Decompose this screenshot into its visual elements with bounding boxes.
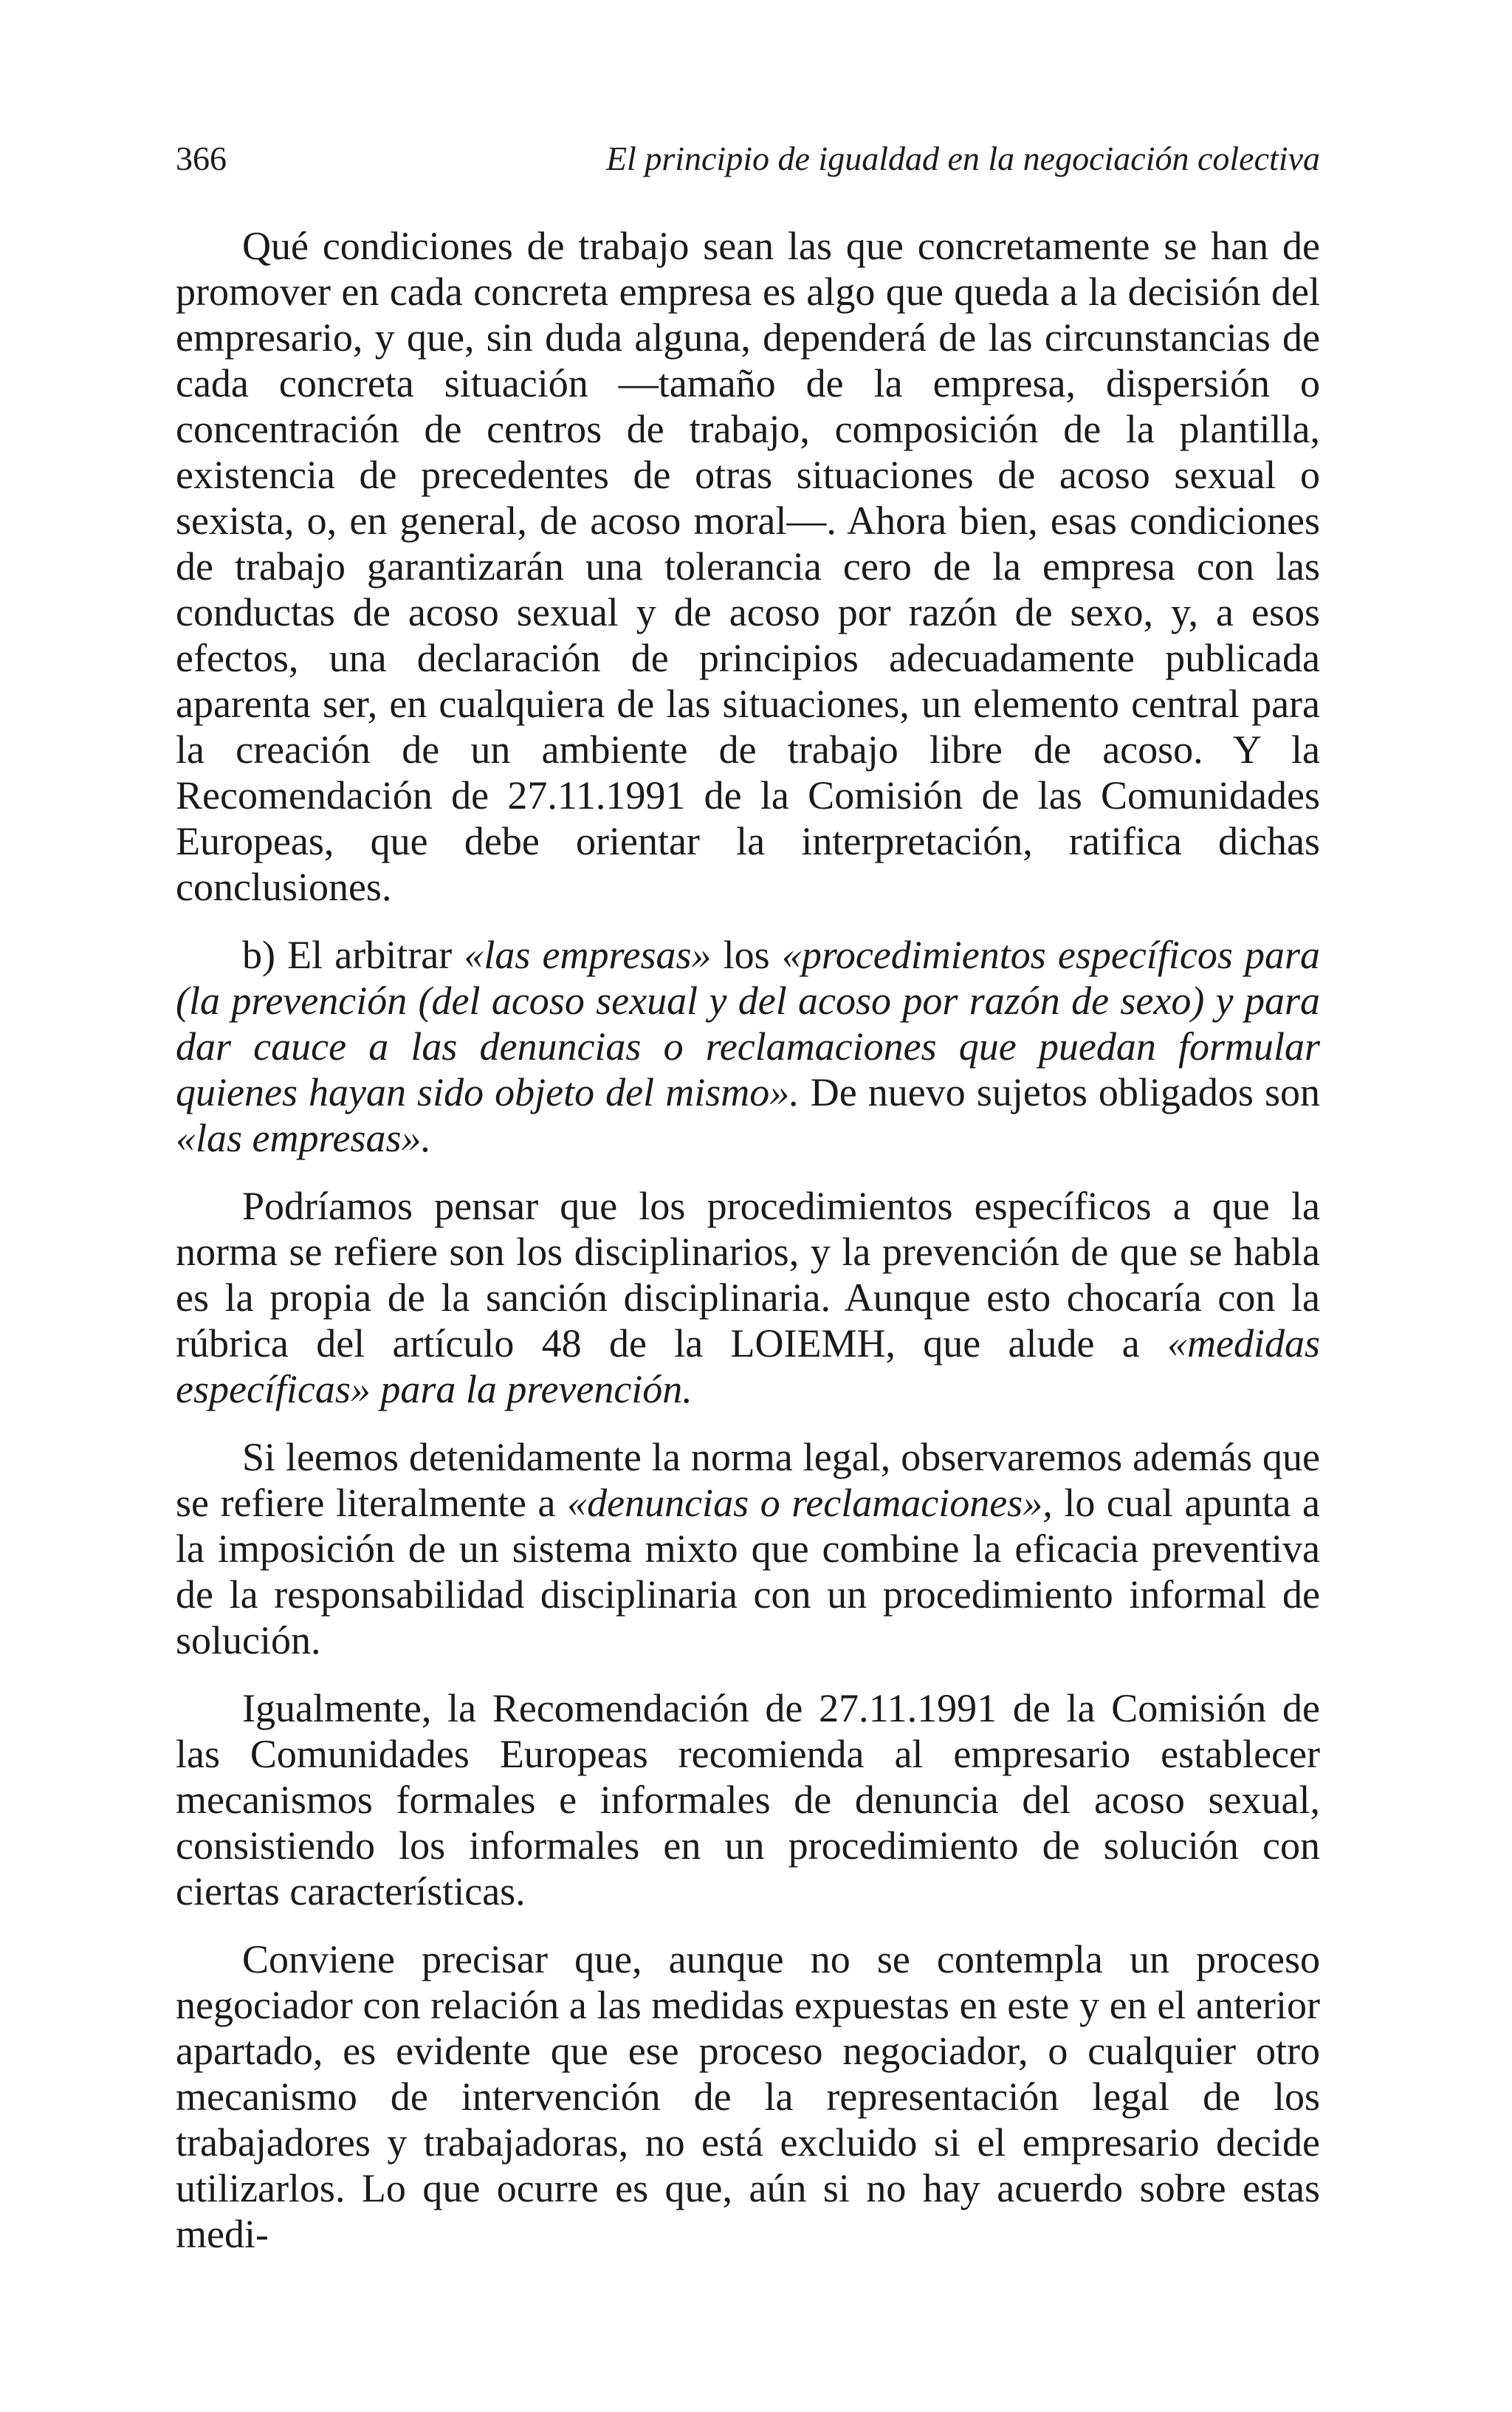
body-text	[176, 223, 1320, 2257]
running-title: El principio de igualdad en la negociación colectiva	[605, 140, 1320, 177]
page-number: 366	[176, 140, 227, 177]
paragraph-2	[176, 932, 1320, 1161]
paragraph-5	[176, 1685, 1320, 1914]
paragraph-5-text: Igualmente, la Recomendación de 27.11.1991 de la Comisión de las Comunidades Europeas recomienda al empresario establecer mecanismos formales e informales de denuncia del acoso sexual, consistiendo los informales en un procedimiento de solución con ciertas características.	[176, 1686, 1320, 1914]
paragraph-4-tail: lo cual apunta a la imposición de un sistema mixto que combine la eficacia preventiva de la responsabilidad disciplinaria con un procedimiento informal de solución.	[176, 1481, 1320, 1662]
paragraph-3-italic: «medidas específicas» para la prevención.	[176, 1321, 1320, 1411]
paragraph-4-lead: Si leemos detenidamente la norma legal, observaremos además que se refiere literalmente a	[176, 1435, 1320, 1525]
paragraph-3-text: Podríamos pensar que los procedimientos específicos a que la norma se refiere son los disciplinarios, y la prevención de que se habla es la propia de la sanción disciplinaria. Aunque esto chocaría con la rúbrica del artículo 48 de la LOIEMH, que alude a	[176, 1184, 1320, 1366]
paragraph-1-text: Qué condiciones de trabajo sean las que concretamente se han de promover en cada concreta empresa es algo que queda a la decisión del empresario, y que, sin duda alguna, dependerá de las circunstancias de cada concreta situación —tamaño de la empresa, dispersión o concentración de centros de trabajo, composición de la plantilla, existencia de precedentes de otras situaciones de acoso sexual o sexista, o, en general, de acoso moral—. Ahora bien, esas condiciones de trabajo garantizarán una tolerancia cero de la empresa con las conductas de acoso sexual y de acoso por razón de sexo, y, a esos efectos, una declaración de principios adecuadamente publicada aparenta ser, en cualquiera de las situaciones, un elemento central para la creación de un ambiente de trabajo libre de acoso. Y la Recomendación de 27.11.1991 de la Comisión de las Comunidades Europeas, que debe orientar la interpretación, ratifica dichas conclusiones.	[176, 224, 1320, 909]
paragraph-6-text: Conviene precisar que, aunque no se contempla un proceso negociador con relación a las medidas expuestas en este y en el anterior apartado, es evidente que ese proceso negociador, o cualquier otro mecanismo de intervención de la representación legal de los trabajadores y trabajadoras, no está excluido si el empresario decide utilizarlos. Lo que ocurre es que, aún si no hay acuerdo sobre estas medi-	[176, 1937, 1320, 2256]
paragraph-3	[176, 1183, 1320, 1412]
running-header	[176, 133, 1320, 185]
paragraph-4	[176, 1434, 1320, 1663]
paragraph-2-tail: De nuevo sujetos obligados son	[799, 1070, 1320, 1114]
paragraph-2-quote-procedimientos: «procedimientos específicos para (la prevención (del acoso sexual y del acoso por razón de sexo) y para dar cauce a las denuncias o reclamaciones que puedan formular quienes hayan sido objeto del mismo».	[176, 933, 1320, 1114]
paragraph-2-quote-empresas: «las empresas»	[464, 933, 712, 977]
paragraph-2-quote-empresas-2: «las empresas».	[176, 1116, 431, 1160]
paragraph-1	[176, 223, 1320, 910]
paragraph-6	[176, 1936, 1320, 2257]
paragraph-4-italic: «denuncias o reclamaciones»,	[567, 1481, 1053, 1525]
paragraph-2-mid: los	[711, 933, 782, 977]
paragraph-2-lead: b) El arbitrar	[242, 933, 464, 977]
